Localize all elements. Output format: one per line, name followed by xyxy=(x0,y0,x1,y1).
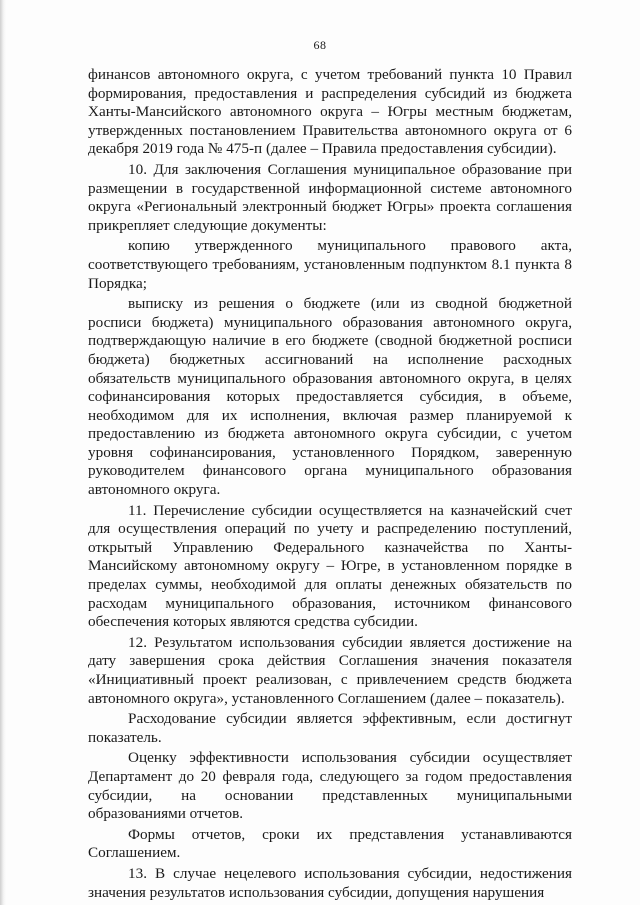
paragraph-continuation: финансов автономного округа, с учетом требований пункта 10 Правил формирования, предоставления и распределения субсидий из бюджета Ханты-Мансийского автономного округа – Югры местным бюджетам, утвержденных постановлением Правительства автономного округа от 6 декабря 2019 года № 475-п (далее – Правила предоставления субсидии). xyxy=(88,66,572,158)
paragraph-item-12: 12. Результатом использования субсидии является достижение на дату завершения срока действия Соглашения значения показателя «Инициативный проект реализован, с привлечением средств бюджета автономного округа», установленного Соглашением (далее – показатель). xyxy=(88,633,572,707)
page-number: 68 xyxy=(313,38,327,52)
paragraph-budget-extract: выписку из решения о бюджете (или из сводной бюджетной росписи бюджета) муниципального образования автономного округа, подтверждающую наличие в его бюджете (сводной бюджетной росписи бюджета) бюджетных ассигнований на исполнение расходных обязательств муниципального образования автономного округа, в целях софинансирования которых предоставляется субсидия, в объеме, необходимом для их исполнения, включая размер планируемой к предоставлению из бюджета автономного округа субсидии, с учетом уровня софинансирования, установленного Порядком, заверенную руководителем финансового органа муниципального образования автономного округа. xyxy=(88,295,572,499)
paragraph-item-11: 11. Перечисление субсидии осуществляется на казначейский счет для осуществления операций по учету и распределению поступлений, открытый Управлению Федерального казначейства по Ханты-Мансийскому автономному округу – Югре, в установленном порядке в пределах суммы, необходимой для оплаты денежных обязательств по расходам муниципального образования, источником финансового обеспечения которых являются средства субсидии. xyxy=(88,501,572,631)
paragraph-document-copy: копию утвержденного муниципального правового акта, соответствующего требованиям, установленным подпунктом 8.1 пункта 8 Порядка; xyxy=(88,237,572,292)
paragraph-efficiency: Расходование субсидии является эффективным, если достигнут показатель. xyxy=(88,710,572,746)
paragraph-item-10: 10. Для заключения Соглашения муниципальное образование при размещении в государственной информационной системе автономного округа «Региональный электронный бюджет Югры» проекта соглашения прикрепляет следующие документы: xyxy=(88,160,572,234)
scan-edge-shadow xyxy=(0,0,6,905)
paragraph-item-13: 13. В случае нецелевого использования субсидии, недостижения значения результатов использования субсидии, допущения нарушения xyxy=(88,864,572,901)
document-body xyxy=(88,66,572,902)
paragraph-report-forms: Формы отчетов, сроки их представления устанавливаются Соглашением. xyxy=(88,825,572,862)
paragraph-evaluation: Оценку эффективности использования субсидии осуществляет Департамент до 20 февраля года, следующего за годом предоставления субсидии, на основании представленных муниципальными образованиями отчетов. xyxy=(88,749,572,823)
